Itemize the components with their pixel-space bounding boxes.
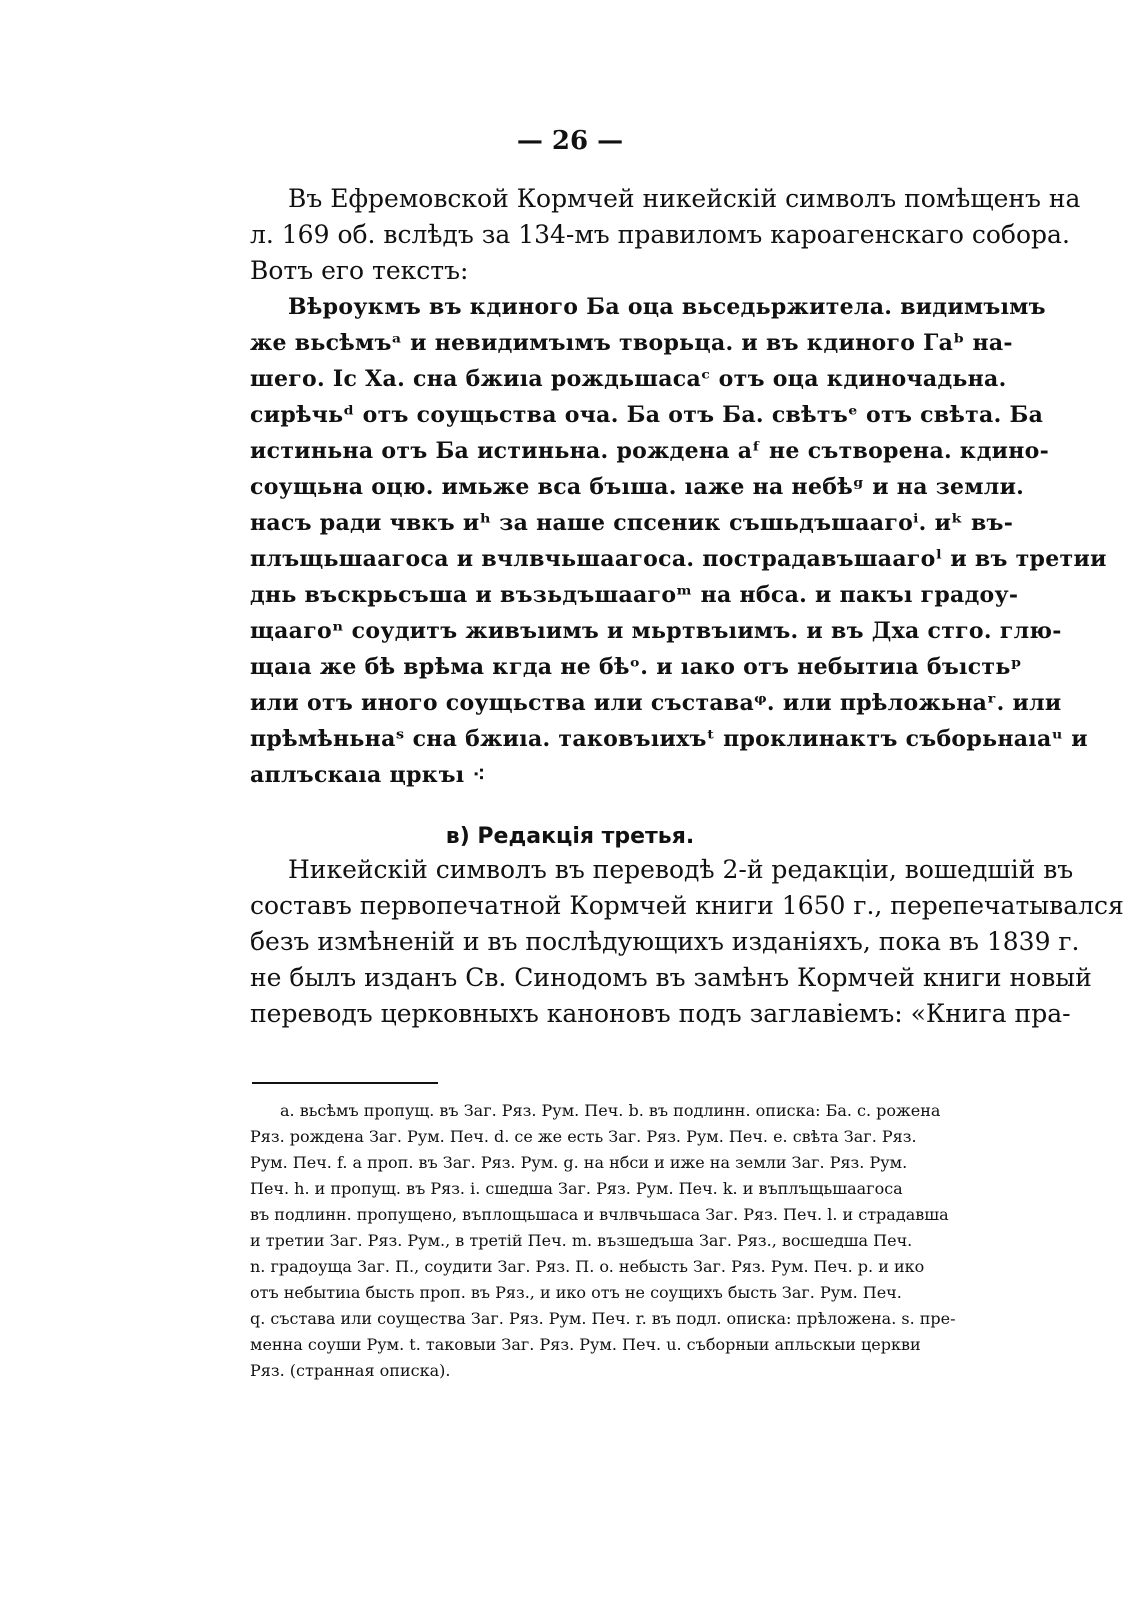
section-line: безъ измѣненій и въ послѣдующихъ изданіяхъ, пока въ 1839 г. xyxy=(250,927,1080,956)
page-number: — 26 — xyxy=(516,126,624,156)
footnote-line: менна соуши Рум. t. таковыи Заг. Ряз. Рум. Печ. u. съборныи апльскыи церкви xyxy=(250,1335,921,1354)
creed-line: же вьсѣмъᵃ и невидимъıмъ творьца. и въ κдиного Гаᵇ на- xyxy=(250,330,1013,356)
footnote-line: Ряз. рождена Заг. Рум. Печ. d. се же есть Заг. Ряз. Рум. Печ. e. свѣта Заг. Ряз. xyxy=(250,1127,917,1146)
creed-line: Вѣроуκмъ въ κдиного Ба оца вьседьржитела. видимъıмъ xyxy=(288,294,1046,320)
footnote-line: a. вьсѣмъ пропущ. въ Заг. Ряз. Рум. Печ. b. въ подлинн. описка: Ба. c. рожена xyxy=(280,1101,941,1120)
intro-line: Вотъ его текстъ: xyxy=(250,256,469,285)
creed-line: щаıа же бѣ врѣма κгда не бѣᵒ. и ıако отъ небытиıа бъıстьᵖ xyxy=(250,654,1022,680)
creed-line: плъщьшаагоса и вчлвчьшаагоса. пострадавъшаагоˡ и въ третии xyxy=(250,546,1107,572)
creed-line: насъ ради чвкъ иʰ за наше спсениκ съшьдъшаагоⁱ. иᵏ въ- xyxy=(250,510,1014,536)
creed-line: щаагоⁿ соудитъ живъıимъ и мьртвъıимъ. и въ Дха стго. глю- xyxy=(250,618,1062,644)
section-line: переводъ церковныхъ каноновъ подъ заглавіемъ: «Книга пра- xyxy=(250,999,1071,1028)
creed-line: соущьна оцю. имьже вса бъıша. ıаже на небѣᵍ и на земли. xyxy=(250,474,1025,500)
footnote-line: n. градоуща Заг. П., соудити Заг. Ряз. П. o. небысть Заг. Ряз. Рум. Печ. p. и ико xyxy=(250,1257,925,1276)
section-line: не былъ изданъ Св. Синодомъ въ замѣнъ Кормчей книги новый xyxy=(250,963,1092,992)
footnote-line: и третии Заг. Ряз. Рум., в третій Печ. m. възшедъша Заг. Ряз., восшедша Печ. xyxy=(250,1231,913,1250)
creed-line: аплъскаıа црκъı ⁖ xyxy=(250,762,486,788)
creed-line: сирѣчьᵈ отъ соущьства оча. Ба отъ Ба. свѣтъᵉ отъ свѣта. Ба xyxy=(250,402,1044,428)
footnote-line: Печ. h. и пропущ. въ Ряз. i. сшедша Заг. Ряз. Рум. Печ. k. и въплъщьшаагоса xyxy=(250,1179,903,1198)
intro-line: Въ Ефремовской Кормчей никейскій символъ помѣщенъ на xyxy=(288,184,1081,213)
section-heading: в) Редакція третья. xyxy=(445,824,695,849)
creed-line: прѣмѣньнаˢ сна бжиıа. таковъıихъᵗ проклинаκтъ съборьнаıаᵘ и xyxy=(250,726,1088,752)
footnote-divider xyxy=(252,1082,438,1084)
section-line: составъ первопечатной Кормчей книги 1650 г., перепечатывался xyxy=(250,891,1124,920)
footnote-line: Рум. Печ. f. а проп. въ Заг. Ряз. Рум. g. на нбси и иже на земли Заг. Ряз. Рум. xyxy=(250,1153,908,1172)
footnote-line: Ряз. (странная описка). xyxy=(250,1361,451,1380)
footnote-line: отъ небытиıа бысть проп. въ Ряз., и ико отъ не соущихъ бысть Заг. Рум. Печ. xyxy=(250,1283,902,1302)
creed-line: истиньна отъ Ба истиньна. рождена аᶠ не сътворена. κдино- xyxy=(250,438,1050,464)
footnote-line: въ подлинн. пропущено, въплощьшаса и вчлвчьшаса Заг. Ряз. Печ. l. и страдавша xyxy=(250,1205,949,1224)
intro-line: л. 169 об. вслѣдъ за 134-мъ правиломъ кароагенскаго собора. xyxy=(250,220,1070,249)
footnote-line: q. състава или соущества Заг. Ряз. Рум. Печ. r. въ подл. описка: прѣложена. s. пре- xyxy=(250,1309,956,1328)
creed-line: или отъ иного соущьства или съставаᵠ. или прѣложьнаʳ. или xyxy=(250,690,1062,716)
creed-line: днь въскрьсъша и възьдъшаагоᵐ на нбса. и пакъı градоу- xyxy=(250,582,1019,608)
creed-line: шего. Іс Ха. сна бжиıа рождьшасаᶜ отъ оца κдиночадьна. xyxy=(250,366,1007,392)
section-line: Никейскій символъ въ переводѣ 2-й редакціи, вошедшій въ xyxy=(288,855,1074,884)
